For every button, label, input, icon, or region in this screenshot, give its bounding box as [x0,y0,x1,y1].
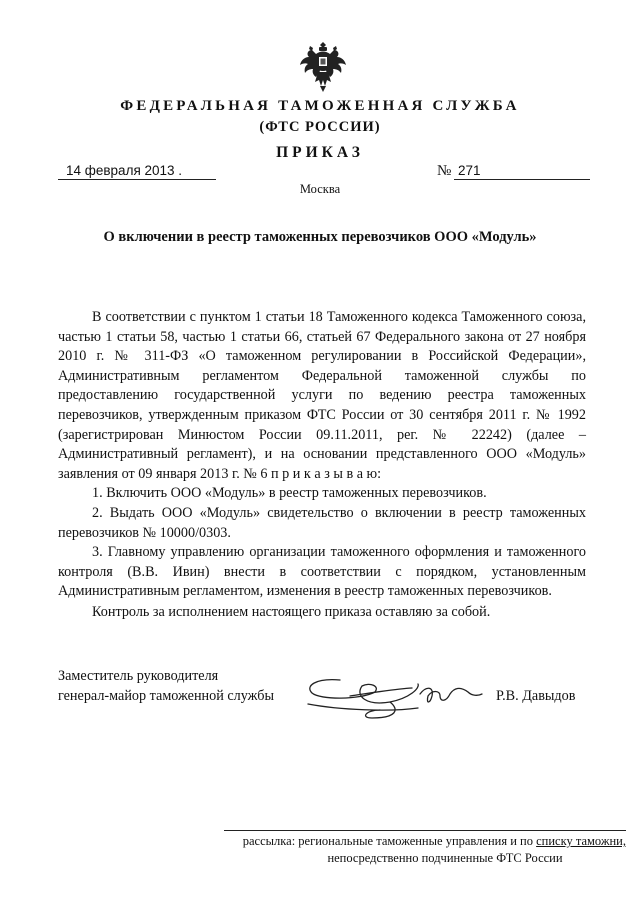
russian-double-headed-eagle-emblem-icon [298,38,348,94]
distribution-line-1 [224,834,626,849]
signatory-position-line-2: генерал-майор таможенной службы [58,688,275,704]
control-clause: Контроль за исполнением настоящего приказа оставляю за собой. [92,604,491,620]
signatory-name: Р.В. Давыдов [496,688,576,704]
signatory-position-line-1: Заместитель руководителя [58,668,219,684]
handwritten-signature [300,666,485,736]
organization-name: ФЕДЕРАЛЬНАЯ ТАМОЖЕННАЯ СЛУЖБА [120,98,520,114]
document-title: О включении в реестр таможенных перевозчиков ООО «Модуль» [103,229,537,245]
document-body [58,308,586,602]
document-type: ПРИКАЗ [276,144,364,161]
order-item-1: 1. Включить ООО «Модуль» в реестр таможенных перевозчиков. [92,485,487,502]
document-date: 14 февраля 2013 . [58,163,216,180]
customs-list-link: списку таможни, [536,834,626,848]
document-number: 271 [454,163,590,180]
signatory-position [58,666,274,706]
distribution-line-2: непосредственно подчиненные ФТС России [327,851,563,865]
footer-divider [224,830,626,831]
order-item-3: 3. Главному управлению организации таможенного оформления и таможенного контроля (В.В. Ивин) внести в соответствии с порядком, установленным Административным регламентом, изменения в реестр таможенных перевозчиков. [58,544,586,600]
document-city: Москва [299,182,341,196]
preamble-paragraph: В соответствии с пунктом 1 статьи 18 Таможенного кодекса Таможенного союза, частью 1 статьи 58, частью 1 статьи 66, статьей 67 Федерального закона от 27 ноября 2010 г. № 311-ФЗ «О таможенном регулировании в Российской Федерации», Административным регламентом Федеральной таможенной службы по предоставлению государственной услуги по ведению реестра таможенных перевозчиков, утвержденным приказом ФТС России от 30 сентября 2011 г. № 1992 (зарегистрирован Минюстом России 09.11.2011, рег. № 22242) (далее – Административный регламент), и на основании представленного ООО «Модуль» заявления от 09 января 2013 г. № 6 п р и к а з ы в а ю: [58,309,586,482]
order-item-2: 2. Выдать ООО «Модуль» свидетельство о включении в реестр таможенных перевозчиков № 10000/0303. [58,504,586,541]
organization-short-name: (ФТС РОССИИ) [259,119,381,135]
distribution-text: рассылка: региональные таможенные управления и по [242,834,537,848]
number-label: № [437,163,452,179]
